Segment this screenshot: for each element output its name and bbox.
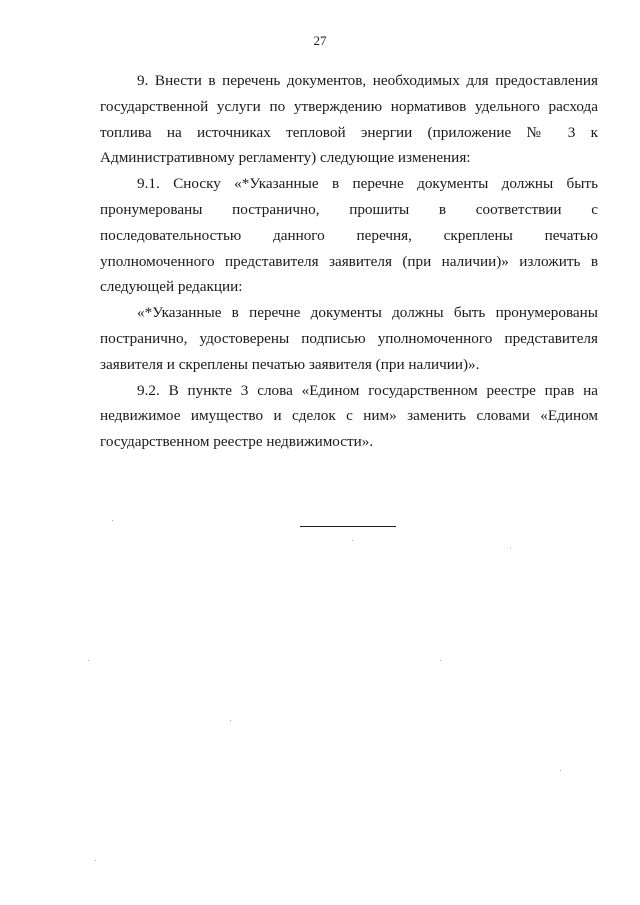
paragraph-item-9: 9. Внести в перечень документов, необходимых для предоставления государственной услуги по утверждению нормативов удельного расхода топлива на источниках тепловой энергии (приложение № 3 к Административному регламенту) следующие изменения: bbox=[100, 72, 598, 167]
scan-speck bbox=[112, 520, 113, 521]
scan-speck bbox=[560, 770, 561, 771]
paragraph-item-9-2: 9.2. В пункте 3 слова «Едином государственном реестре прав на недвижимое имущество и сделок с ним» заменить словами «Едином государственном реестре недвижимости». bbox=[100, 381, 598, 451]
scan-speck bbox=[95, 860, 96, 861]
paragraph-item-9-1: 9.1. Сноску «*Указанные в перечне документы должны быть пронумерованы постранично, прошиты в соответствии с последовательностью данного перечня, скреплены печатью уполномоченного представителя заявителя (при наличии)» изложить в следующей редакции: bbox=[100, 175, 598, 296]
closing-separator-line bbox=[300, 526, 396, 527]
scan-speck bbox=[352, 540, 353, 541]
page-number: 27 bbox=[313, 33, 327, 48]
scan-speck bbox=[510, 548, 511, 549]
scan-speck bbox=[88, 660, 89, 661]
paragraph-item-9-1-quote: «*Указанные в перечне документы должны быть пронумерованы постранично, удостоверены подписью уполномоченного представителя заявителя и скреплены печатью заявителя (при наличии)». bbox=[100, 304, 598, 373]
scan-speck bbox=[440, 660, 441, 661]
document-body bbox=[100, 68, 598, 455]
scan-speck bbox=[230, 720, 231, 721]
